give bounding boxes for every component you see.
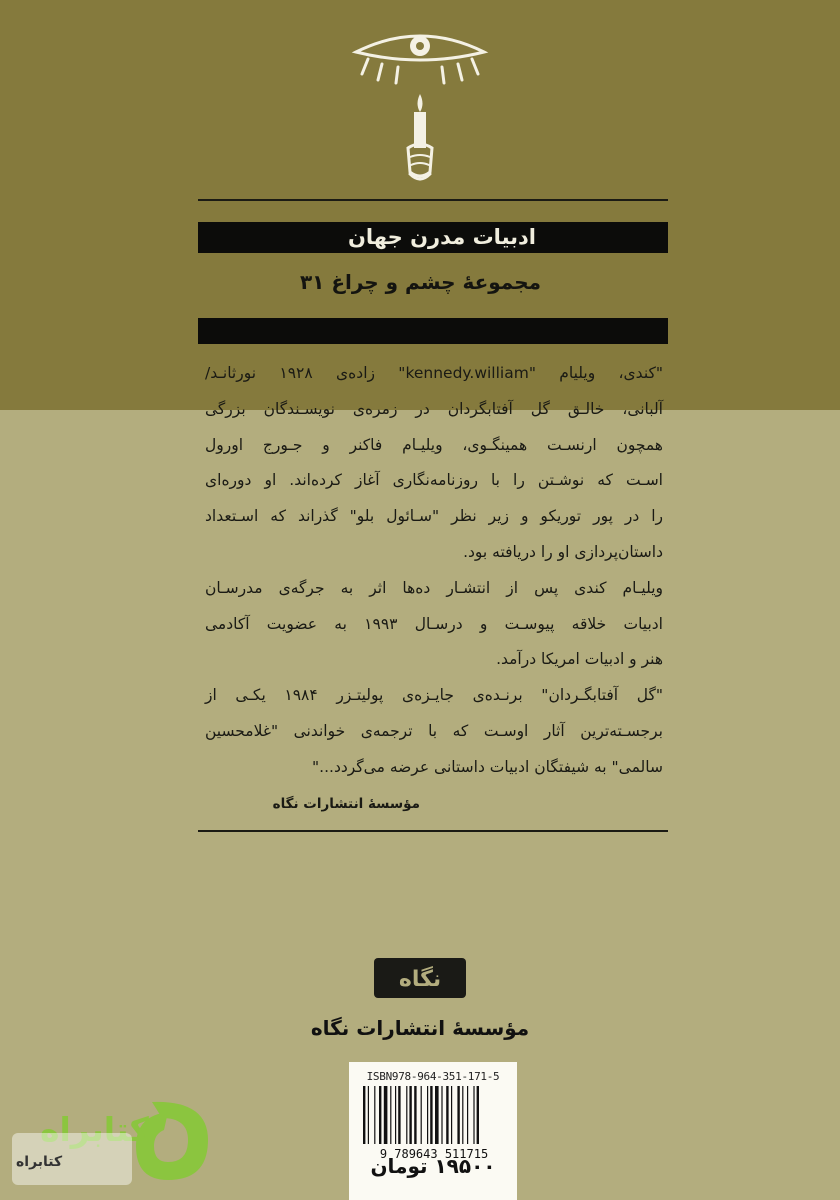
barcode-panel <box>349 1062 517 1200</box>
blurb-line: همچون ارنسـت همینگـوی، ویلیـام فاکنر و جـورج اورول <box>205 435 663 454</box>
title-bar <box>198 222 668 253</box>
bottom-rule <box>198 830 668 832</box>
eye-candle-emblem <box>340 22 500 197</box>
collection-title: ادبیات مدرن جهان <box>348 225 536 249</box>
isbn-text: ISBN978-964-351-171-5 <box>366 1070 500 1083</box>
blurb-line: آلبانی، خالـق گل آفتابگردان در زمره‌ی نویسـندگان بزرگی <box>205 399 663 418</box>
blurb-line: هنر و ادبیات امریکا درآمد. <box>496 650 663 669</box>
blurb-line: ادبیات خلاقه پیوسـت و درسـال ۱۹۹۳ به عضویت آکادمی <box>205 614 663 633</box>
blurb-line: "کندی، ویلیام "kennedy.william" زاده‌ی ۱۹۲۸ نورثانـد/ <box>205 364 664 382</box>
ketabrah-watermark: کتابراه <box>40 1110 149 1149</box>
logo-text: نگاه <box>398 967 442 992</box>
black-bar <box>198 318 668 344</box>
blurb-line: سالمی" به شیفتگان ادبیات داستانی عرضه می‌گردد..." <box>312 757 663 776</box>
publisher-name: مؤسسهٔ انتشارات نگاه <box>310 1016 530 1040</box>
ketabrah-badge-text: کتابراه <box>16 1154 63 1170</box>
blurb-line: ویلیـام کندی پس از انتشـار ده‌ها اثر به جرگه‌ی مدرسـان <box>205 578 663 597</box>
publisher-credit: مؤسسهٔ انتشارات نگاه <box>272 796 420 812</box>
blurb-line: اسـت که نوشـتن را با روزنامه‌نگاری آغاز کرده‌اند. او دوره‌ای <box>205 471 663 490</box>
top-rule <box>198 199 668 201</box>
blurb-line: برجسـته‌ترین آثار اوسـت که با ترجمه‌ی خواندنی "غلامحسین <box>205 721 663 740</box>
price: ۱۹۵۰۰ تومان <box>370 1154 496 1178</box>
series-title: مجموعهٔ چشم و چراغ ۳۱ <box>299 270 541 294</box>
barcode-digits: 9 789643 511715 <box>379 1147 489 1161</box>
blurb-line: "گل آفتابگـردان" برنـده‌ی جایـزه‌ی پولیتـزر ۱۹۸۴ یکـی از <box>205 686 663 705</box>
negah-logo <box>366 952 474 1004</box>
blurb-line: را در پور توریکو و زیر نظر "سـائول بلو" گذراند که اسـتعداد <box>205 507 663 526</box>
blurb-line: داستان‌پردازی او را دریافته بود. <box>463 542 663 561</box>
blurb <box>205 356 663 786</box>
